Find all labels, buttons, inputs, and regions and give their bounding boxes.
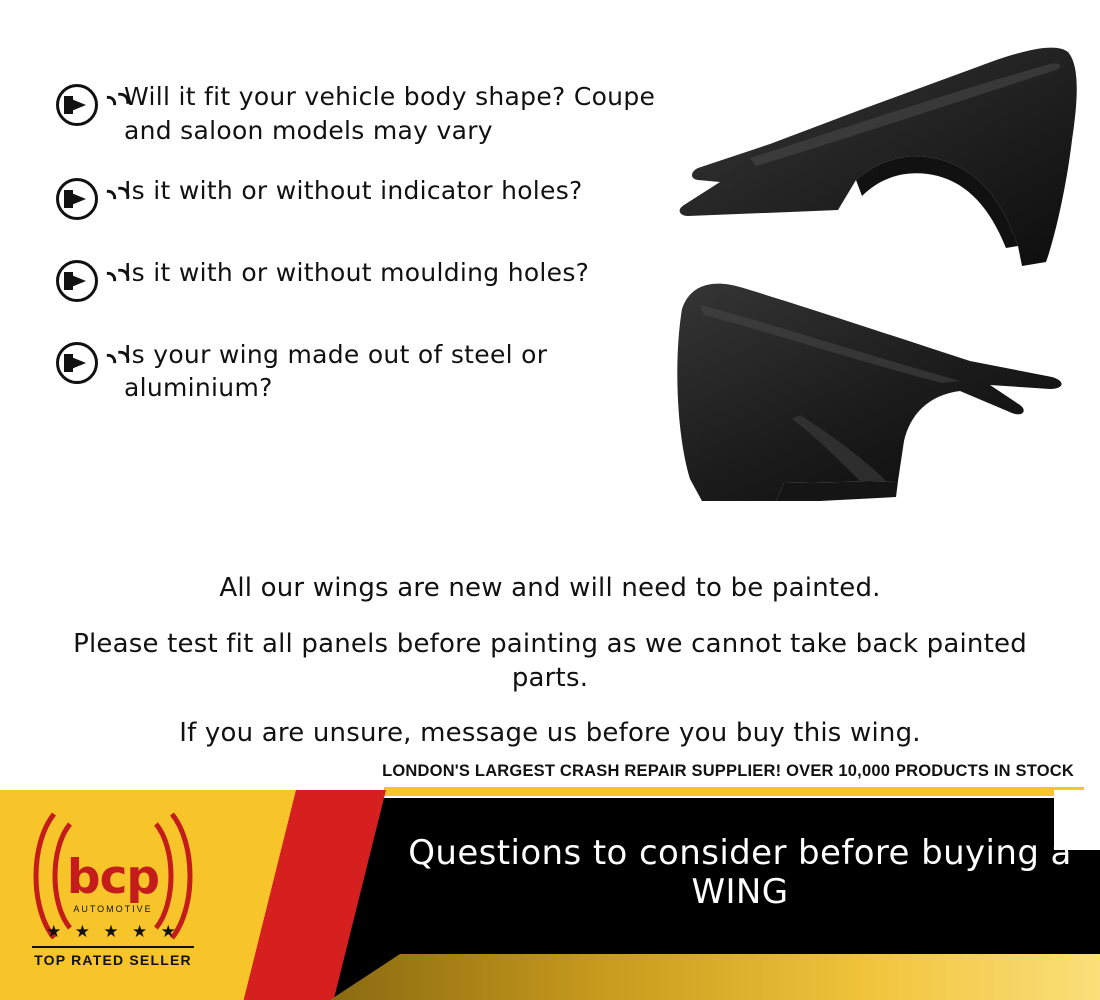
- megaphone-icon: [56, 342, 118, 394]
- banner-title: Questions to consider before buying a WING: [408, 833, 1072, 913]
- megaphone-icon: [56, 260, 118, 312]
- paragraph-line: If you are unsure, message us before you buy this wing.: [179, 718, 921, 749]
- list-item: [56, 338, 676, 406]
- question-text: Is your wing made out of steel or aluminium?: [124, 339, 548, 403]
- logo-stars: ★ ★ ★ ★ ★: [46, 922, 180, 942]
- paragraph-line: All our wings are new and will need to be painted.: [219, 573, 881, 603]
- question-text: Will it fit your vehicle body shape? Coupe and saloon models may vary: [124, 82, 656, 145]
- question-text: Is it with or without moulding holes?: [124, 257, 590, 287]
- megaphone-icon: [56, 178, 118, 230]
- car-wing-panel-side-image: [660, 265, 1080, 525]
- logo-subtitle: AUTOMOTIVE: [73, 904, 153, 914]
- footer-banner: [0, 790, 1100, 1000]
- questions-list: [56, 80, 676, 431]
- car-wing-panel-front-image: [650, 40, 1080, 290]
- bcp-logo: [18, 806, 208, 991]
- footer-gold-bar: [330, 954, 1100, 1000]
- list-item: [56, 256, 676, 312]
- logo-wordmark: bcp: [66, 850, 160, 905]
- supplier-strip-text: LONDON'S LARGEST CRASH REPAIR SUPPLIER! OVER 10,000 PRODUCTS IN STOCK: [382, 762, 1074, 780]
- list-item: [56, 80, 676, 148]
- top-rated-seller-label: TOP RATED SELLER: [34, 952, 192, 968]
- list-item: [56, 174, 676, 230]
- paragraph-line: Please test fit all panels before painting as we cannot take back painted parts.: [73, 628, 1027, 693]
- question-text: Is it with or without indicator holes?: [124, 175, 583, 205]
- logo-divider: [32, 946, 194, 948]
- info-paragraphs: [40, 572, 1060, 773]
- megaphone-icon: [56, 84, 118, 136]
